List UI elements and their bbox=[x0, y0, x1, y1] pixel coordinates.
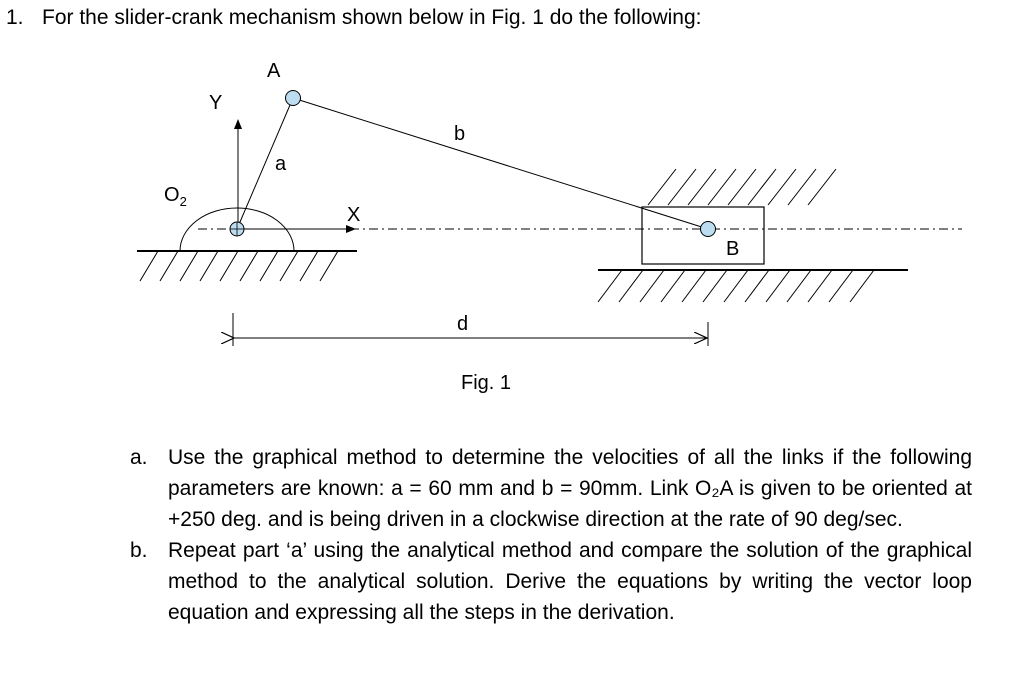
label-y-axis: Y bbox=[209, 92, 223, 114]
label-o2: $O_2$ bbox=[164, 184, 187, 209]
task-a bbox=[130, 442, 972, 535]
right-ground-hatch bbox=[598, 270, 874, 302]
label-point-a: A bbox=[267, 60, 281, 82]
label-dimension-d: d bbox=[457, 313, 469, 335]
label-x-axis: X bbox=[347, 204, 361, 226]
task-b-marker: b. bbox=[130, 539, 148, 562]
slider-block bbox=[642, 207, 764, 264]
left-ground-hatch bbox=[140, 251, 338, 281]
problem-number: 1. bbox=[6, 6, 24, 29]
pin-a bbox=[286, 91, 301, 106]
upper-guide-hatch bbox=[648, 169, 836, 205]
task-a-text: Use the graphical method to determine the velocities of all the links if the following parameters are known: a = 60 mm and b = 90mm. Link O₂A is given to be oriented at +250 deg. and is being driven in a clockwise direction at the rate of 90 deg/sec. bbox=[168, 446, 972, 531]
figure-caption: Fig. 1 bbox=[461, 372, 512, 394]
label-point-b: B bbox=[726, 238, 740, 260]
problem-statement: For the slider-crank mechanism shown below in Fig. 1 do the following: bbox=[42, 6, 702, 29]
label-link-b: b bbox=[454, 123, 466, 145]
task-list bbox=[130, 442, 972, 628]
label-link-a: a bbox=[275, 153, 287, 175]
pin-b bbox=[701, 222, 716, 237]
task-b-text: Repeat part ‘a’ using the analytical method and compare the solution of the graphical method to the analytical solution. Derive the equations by writing the vector loop equation and expressing all the steps in the derivation. bbox=[168, 539, 972, 624]
task-a-marker: a. bbox=[130, 446, 148, 469]
task-b bbox=[130, 535, 972, 628]
